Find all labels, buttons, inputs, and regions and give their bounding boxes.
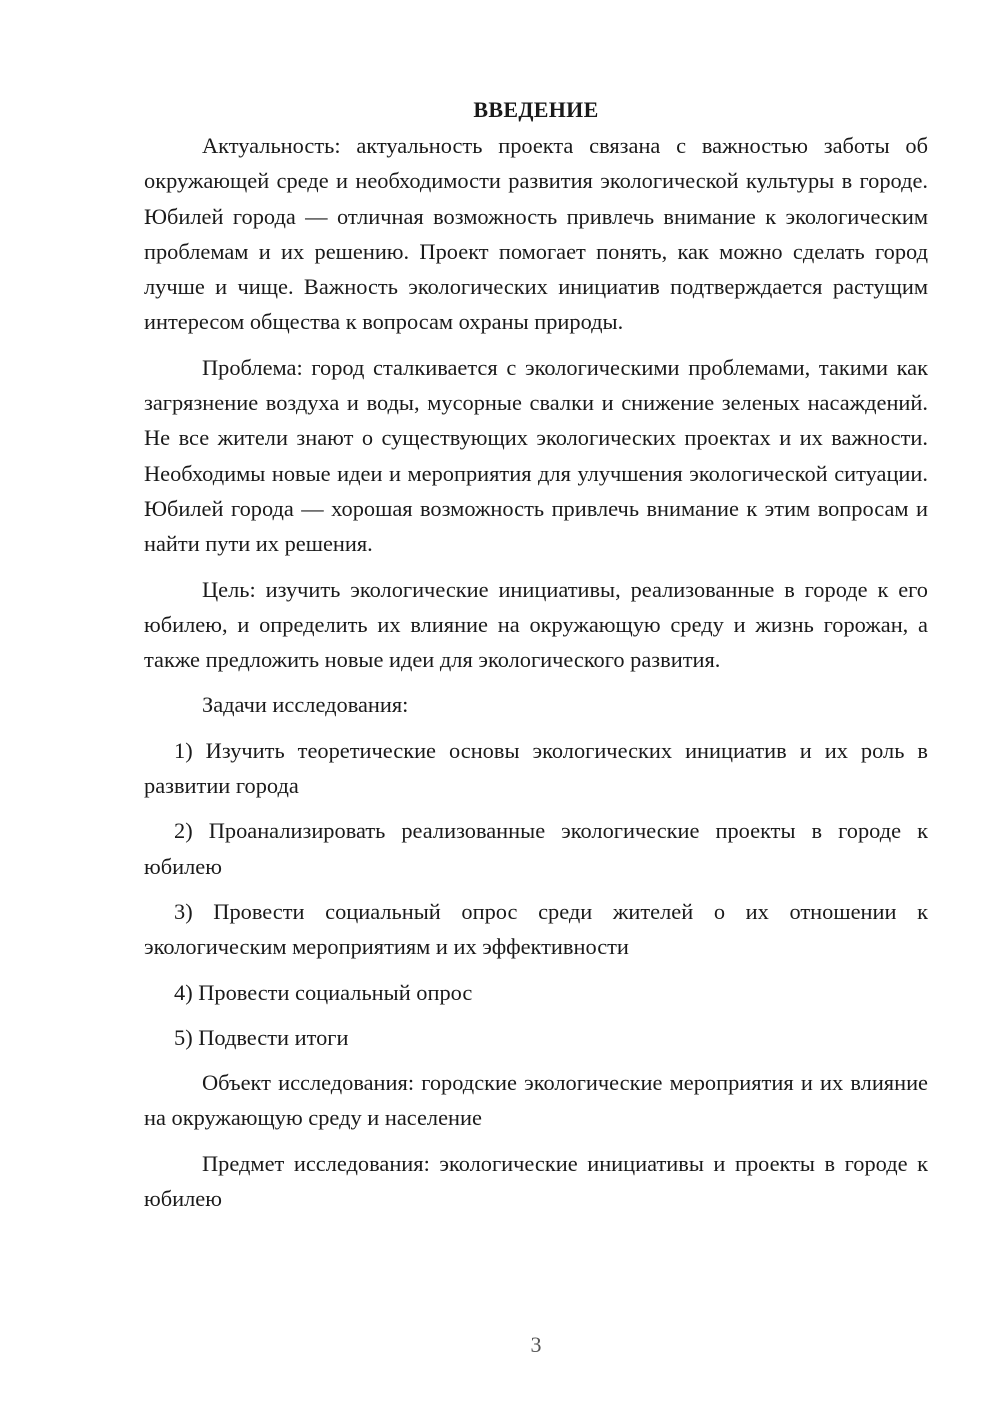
paragraph-research-subject: Предмет исследования: экологические инициативы и проекты в городе к юбилею (144, 1150, 928, 1212)
paragraph-research-object: Объект исследования: городские экологические мероприятия и их влияние на окружающую среду и население (144, 1070, 928, 1131)
task-item-5: 5) Подвести итоги (174, 1024, 349, 1050)
paragraph-goal: Цель: изучить экологические инициативы, реализованные в городе к его юбилею, и определить их влияние на окружающую среду и жизнь горожан, а также предложить новые идеи для экологического развития. (144, 576, 928, 673)
document-page (144, 92, 928, 1226)
page-number: 3 (530, 1332, 542, 1357)
task-item-3: 3) Провести социальный опрос среди жителей о их отношении к экологическим мероприятиям и их эффективности (144, 898, 928, 960)
paragraph-tasks-heading: Задачи исследования: (202, 692, 409, 718)
task-item-4: 4) Провести социальный опрос (174, 979, 473, 1005)
paragraph-problem: Проблема: город сталкивается с экологическими проблемами, такими как загрязнение воздуха и воды, мусорные свалки и снижение зеленых насаждений. Не все жители знают о существующих экологических проектах и их важности. Необходимы новые идеи и мероприятия для улучшения экологической ситуации. Юбилей города — хорошая возможность привлечь внимание к этим вопросам и найти пути их решения. (144, 354, 928, 557)
paragraph-relevance: Актуальность: актуальность проекта связана с важностью заботы об окружающей среде и необходимости развития экологической культуры в городе. Юбилей города — отличная возможность привлечь внимание к экологическим проблемам и их решению. Проект помогает понять, как можно сделать город лучше и чище. Важность экологических инициатив подтверждается растущим интересом общества к вопросам охраны природы. (144, 133, 928, 335)
task-item-2: 2) Проанализировать реализованные экологические проекты в городе к юбилею (144, 818, 928, 879)
page-title: ВВЕДЕНИЕ (473, 97, 599, 122)
task-item-1: 1) Изучить теоретические основы экологических инициатив и их роль в развитии города (144, 737, 928, 799)
